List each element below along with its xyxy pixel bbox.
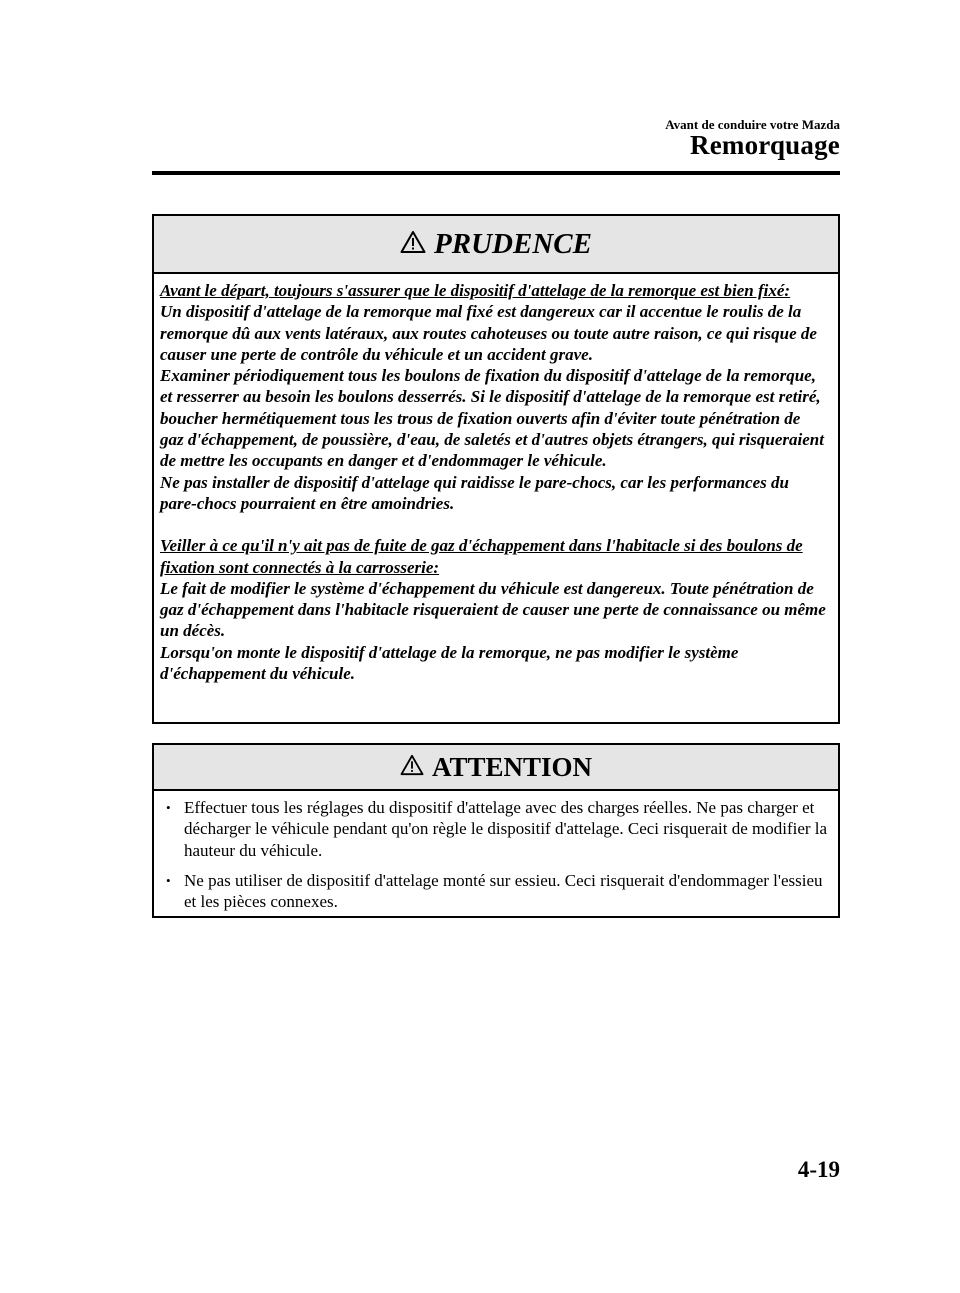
attention-box	[152, 743, 840, 918]
header-divider	[152, 171, 840, 175]
prudence-header	[154, 216, 838, 274]
attention-item-text: Ne pas utiliser de dispositif d'attelage monté sur essieu. Ceci risquerait d'endommager l'essieu et les pièces connexes.	[184, 870, 823, 912]
prudence-label: PRUDENCE	[434, 227, 592, 260]
warning-triangle-icon	[400, 230, 426, 259]
paragraph-gap	[160, 514, 828, 535]
attention-list-item	[164, 797, 828, 861]
attention-list	[164, 797, 828, 912]
section-subtitle: Avant de conduire votre Mazda	[665, 117, 840, 132]
prudence-heading-2: Veiller à ce qu'il n'y ait pas de fuite de gaz d'échappement dans l'habitacle si des boulons de fixation sont connectés à la carrosserie:	[160, 536, 803, 577]
warning-triangle-icon	[400, 754, 424, 781]
attention-header	[154, 745, 838, 791]
attention-item-text: Effectuer tous les réglages du dispositif d'attelage avec des charges réelles. Ne pas charger et décharger le véhicule pendant qu'on règle le dispositif d'attelage. Ceci risquerait de modifier la hauteur du véhicule.	[184, 798, 828, 860]
prudence-heading-1: Avant le départ, toujours s'assurer que le dispositif d'attelage de la remorque est bien fixé:	[160, 281, 791, 300]
prudence-paragraph-4: Le fait de modifier le système d'échappement du véhicule est dangereux. Toute pénétration de gaz d'échappement dans l'habitacle risqueraient de causer une perte de connaissance ou même un décès.	[160, 578, 826, 641]
attention-list-item	[164, 870, 828, 913]
prudence-paragraph-3: Ne pas installer de dispositif d'attelage qui raidisse le pare-chocs, car les performances du pare-chocs pourraient en être amoindries.	[160, 472, 789, 513]
bullet-icon: •	[166, 800, 171, 815]
attention-label: ATTENTION	[431, 751, 593, 782]
page-title: Remorquage	[690, 130, 840, 160]
prudence-box	[152, 214, 840, 724]
prudence-paragraph-5: Lorsqu'on monte le dispositif d'attelage de la remorque, ne pas modifier le système d'échappement du véhicule.	[160, 642, 739, 684]
attention-body	[154, 791, 838, 912]
bullet-icon: •	[166, 872, 171, 888]
prudence-paragraph-1: Un dispositif d'attelage de la remorque mal fixé est dangereux car il accentue le roulis de la remorque dû aux vents latéraux, aux routes cahoteuses ou toute autre raison, ce qui risque de causer une perte de contrôle du véhicule et un accident grave.	[160, 302, 817, 364]
prudence-paragraph-2: Examiner périodiquement tous les boulons de fixation du dispositif d'attelage de la remorque, et resserrer au besoin les boulons desserrés. Si le dispositif d'attelage de la remorque est retiré, boucher hermétiquement tous les trous de fixation ouverts afin d'éviter toute pénétration de gaz d'échappement, de poussière, d'eau, de saletés et d'autres objets étrangers, qui risqueraient de mettre les occupants en danger et d'endommager le véhicule.	[160, 366, 824, 471]
page-number: 4-19	[797, 1157, 840, 1182]
prudence-body	[154, 274, 838, 684]
